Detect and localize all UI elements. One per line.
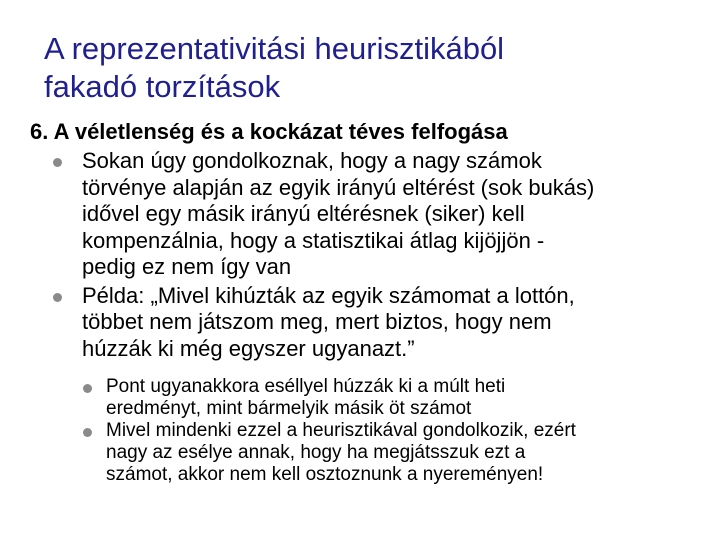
bullet-text-line: Sokan úgy gondolkoznak, hogy a nagy számok [82,148,542,173]
bullet-text-line: pedig ez nem így van [82,254,292,279]
sub-bullet-text-line: Mivel mindenki ezzel a heurisztikával gondolkozik, ezért [106,420,576,441]
bullet-item [30,148,700,281]
title-line: A reprezentativitási heurisztikából [44,31,505,66]
bullet-dot-icon [83,428,92,437]
sub-bullet-item [30,376,700,420]
sub-bullet-text-line: számot, akkor nem kell osztoznunk a nyereményen! [106,464,544,485]
sub-bullet-item [30,420,700,486]
bullet-text-line: kompenzálnia, hogy a statisztikai átlag kijöjjön - [82,227,545,253]
title-line: fakadó torzítások [44,69,281,104]
bullet-dot-icon [53,158,62,167]
section-heading: 6. A véletlenség és a kockázat téves felfogása [30,119,508,144]
sub-bullet-text-line: Pont ugyanakkora eséllyel húzzák ki a múlt heti [106,376,506,397]
bullet-text-line: idővel egy másik irányú eltérésnek (siker) kell [82,201,525,226]
slide-title [44,30,684,106]
bullet-dot-icon [83,384,92,393]
bullet-text-line: törvénye alapján az egyik irányú eltérést (sok bukás) [82,174,595,200]
bullet-item [30,283,700,363]
slide-content [30,118,700,486]
bullet-dot-icon [53,293,62,302]
bullet-text-line: húzzák ki még egyszer ugyanazt.” [82,335,415,361]
bullet-text-line: többet nem játszom meg, mert biztos, hogy nem [82,309,552,334]
sub-bullet-text-line: eredményt, mint bármelyik másik öt számot [106,398,472,419]
sub-bullet-text-line: nagy az esélye annak, hogy ha megjátsszuk ezt a [106,442,526,463]
bullet-text-line: Példa: „Mivel kihúzták az egyik számomat a lottón, [82,282,575,308]
